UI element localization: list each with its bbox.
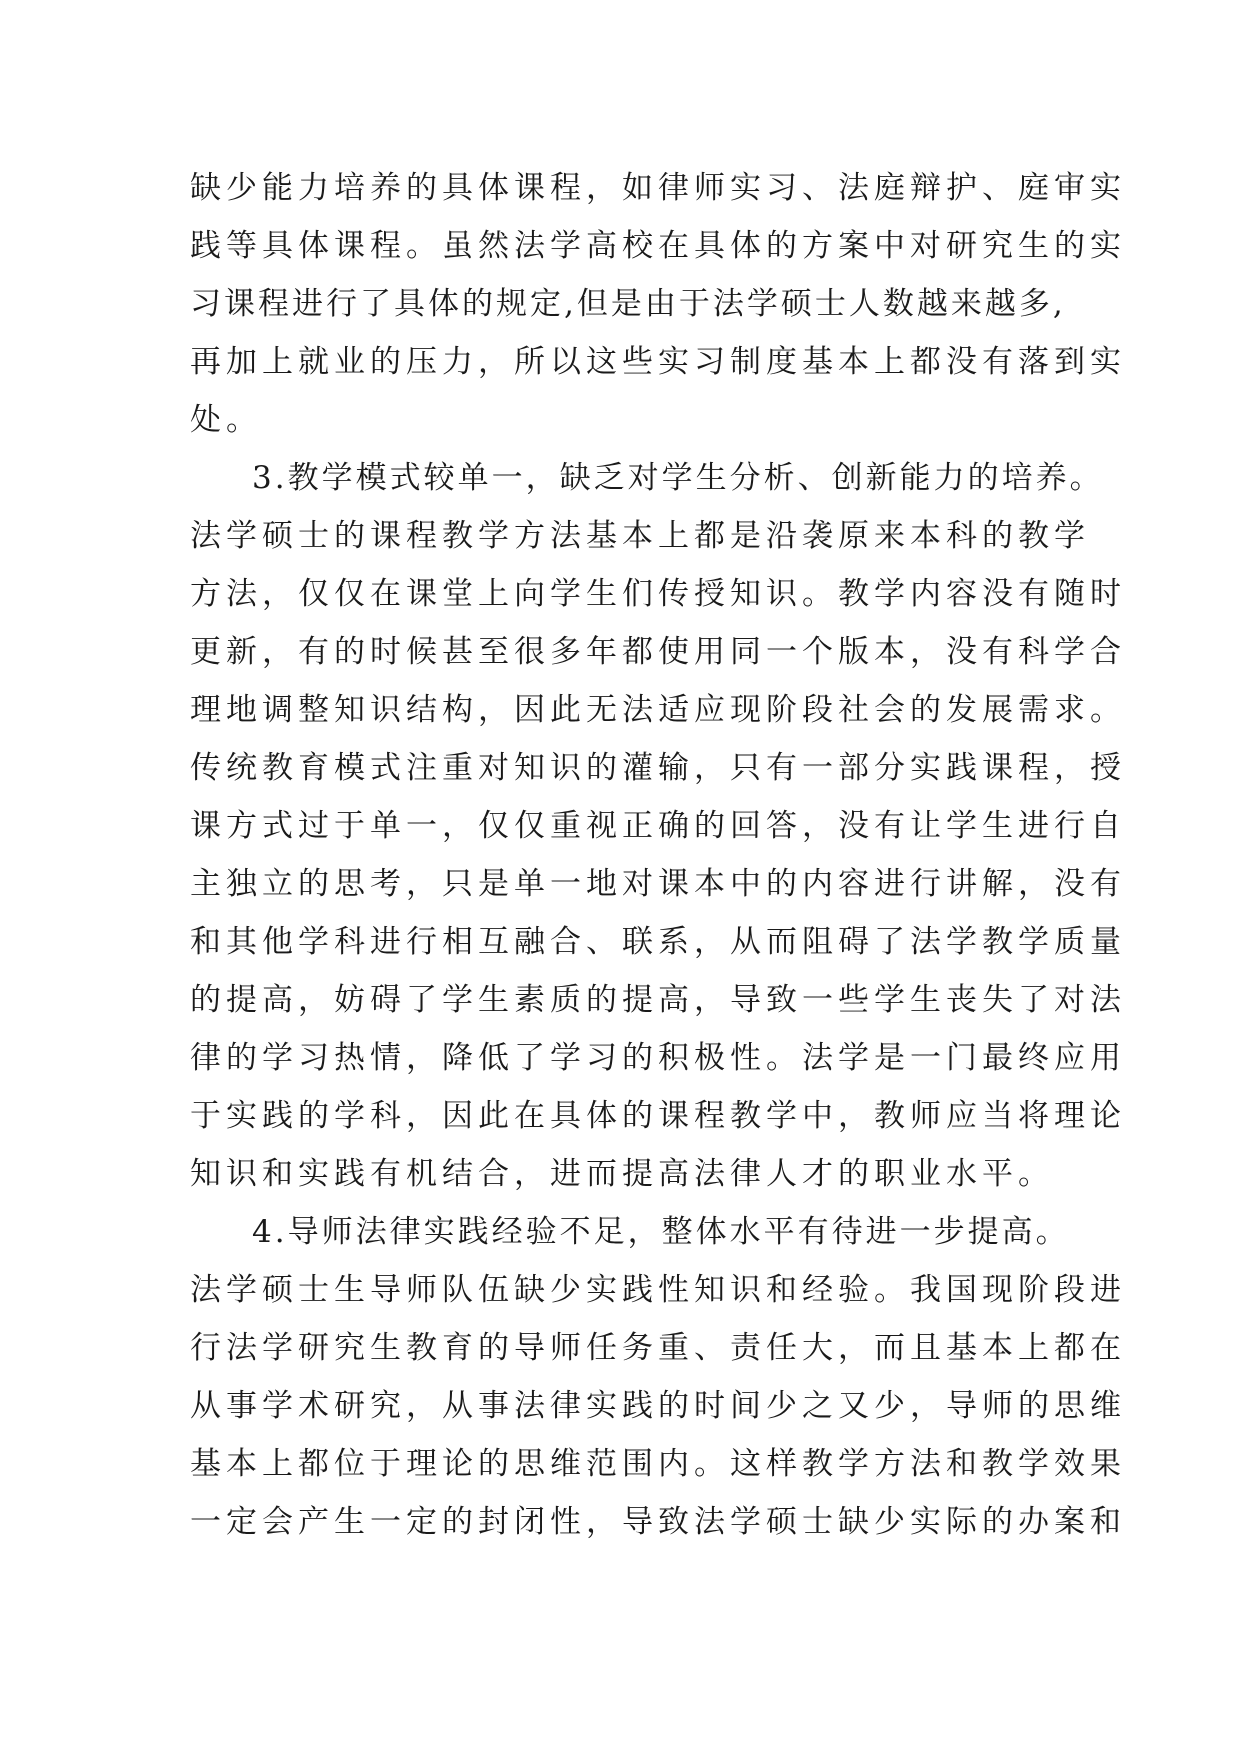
text-line: 法学硕士生导师队伍缺少实践性知识和经验。我国现阶段进 bbox=[190, 1272, 1126, 1308]
text-line: 再加上就业的压力，所以这些实习制度基本上都没有落到实 bbox=[190, 344, 1126, 380]
text-line: 习课程进行了具体的规定,但是由于法学硕士人数越来越多, bbox=[190, 286, 1066, 322]
text-line: 和其他学科进行相互融合、联系，从而阻碍了法学教学质量 bbox=[190, 924, 1126, 960]
text-line: 方法，仅仅在课堂上向学生们传授知识。教学内容没有随时 bbox=[190, 576, 1126, 612]
text-line: 行法学研究生教育的导师任务重、责任大，而且基本上都在 bbox=[190, 1330, 1126, 1366]
text-line: 律的学习热情，降低了学习的积极性。法学是一门最终应用 bbox=[190, 1040, 1126, 1076]
text-line: 的提高，妨碍了学生素质的提高，导致一些学生丧失了对法 bbox=[190, 982, 1126, 1018]
text-line: 缺少能力培养的具体课程，如律师实习、法庭辩护、庭审实 bbox=[190, 170, 1126, 206]
text-line: 于实践的学科，因此在具体的课程教学中，教师应当将理论 bbox=[190, 1098, 1126, 1134]
text-line: 一定会产生一定的封闭性，导致法学硕士缺少实际的办案和 bbox=[190, 1504, 1126, 1540]
section-heading-3: 3.教学模式较单一，缺乏对学生分析、创新能力的培养。 bbox=[252, 460, 1104, 496]
text-line: 法学硕士的课程教学方法基本上都是沿袭原来本科的教学 bbox=[190, 518, 1090, 554]
text-line: 传统教育模式注重对知识的灌输，只有一部分实践课程，授 bbox=[190, 750, 1126, 786]
text-line: 基本上都位于理论的思维范围内。这样教学方法和教学效果 bbox=[190, 1446, 1126, 1482]
text-line: 从事学术研究，从事法律实践的时间少之又少，导师的思维 bbox=[190, 1388, 1126, 1424]
text-line: 知识和实践有机结合，进而提高法律人才的职业水平。 bbox=[190, 1156, 1054, 1192]
text-line: 践等具体课程。虽然法学高校在具体的方案中对研究生的实 bbox=[190, 228, 1126, 264]
text-line: 主独立的思考，只是单一地对课本中的内容进行讲解，没有 bbox=[190, 866, 1126, 902]
text-line: 处。 bbox=[190, 402, 262, 438]
section-heading-4: 4.导师法律实践经验不足，整体水平有待进一步提高。 bbox=[252, 1214, 1070, 1250]
text-line: 课方式过于单一，仅仅重视正确的回答，没有让学生进行自 bbox=[190, 808, 1126, 844]
text-line: 理地调整知识结构，因此无法适应现阶段社会的发展需求。 bbox=[190, 692, 1126, 728]
text-line: 更新，有的时候甚至很多年都使用同一个版本，没有科学合 bbox=[190, 634, 1126, 670]
